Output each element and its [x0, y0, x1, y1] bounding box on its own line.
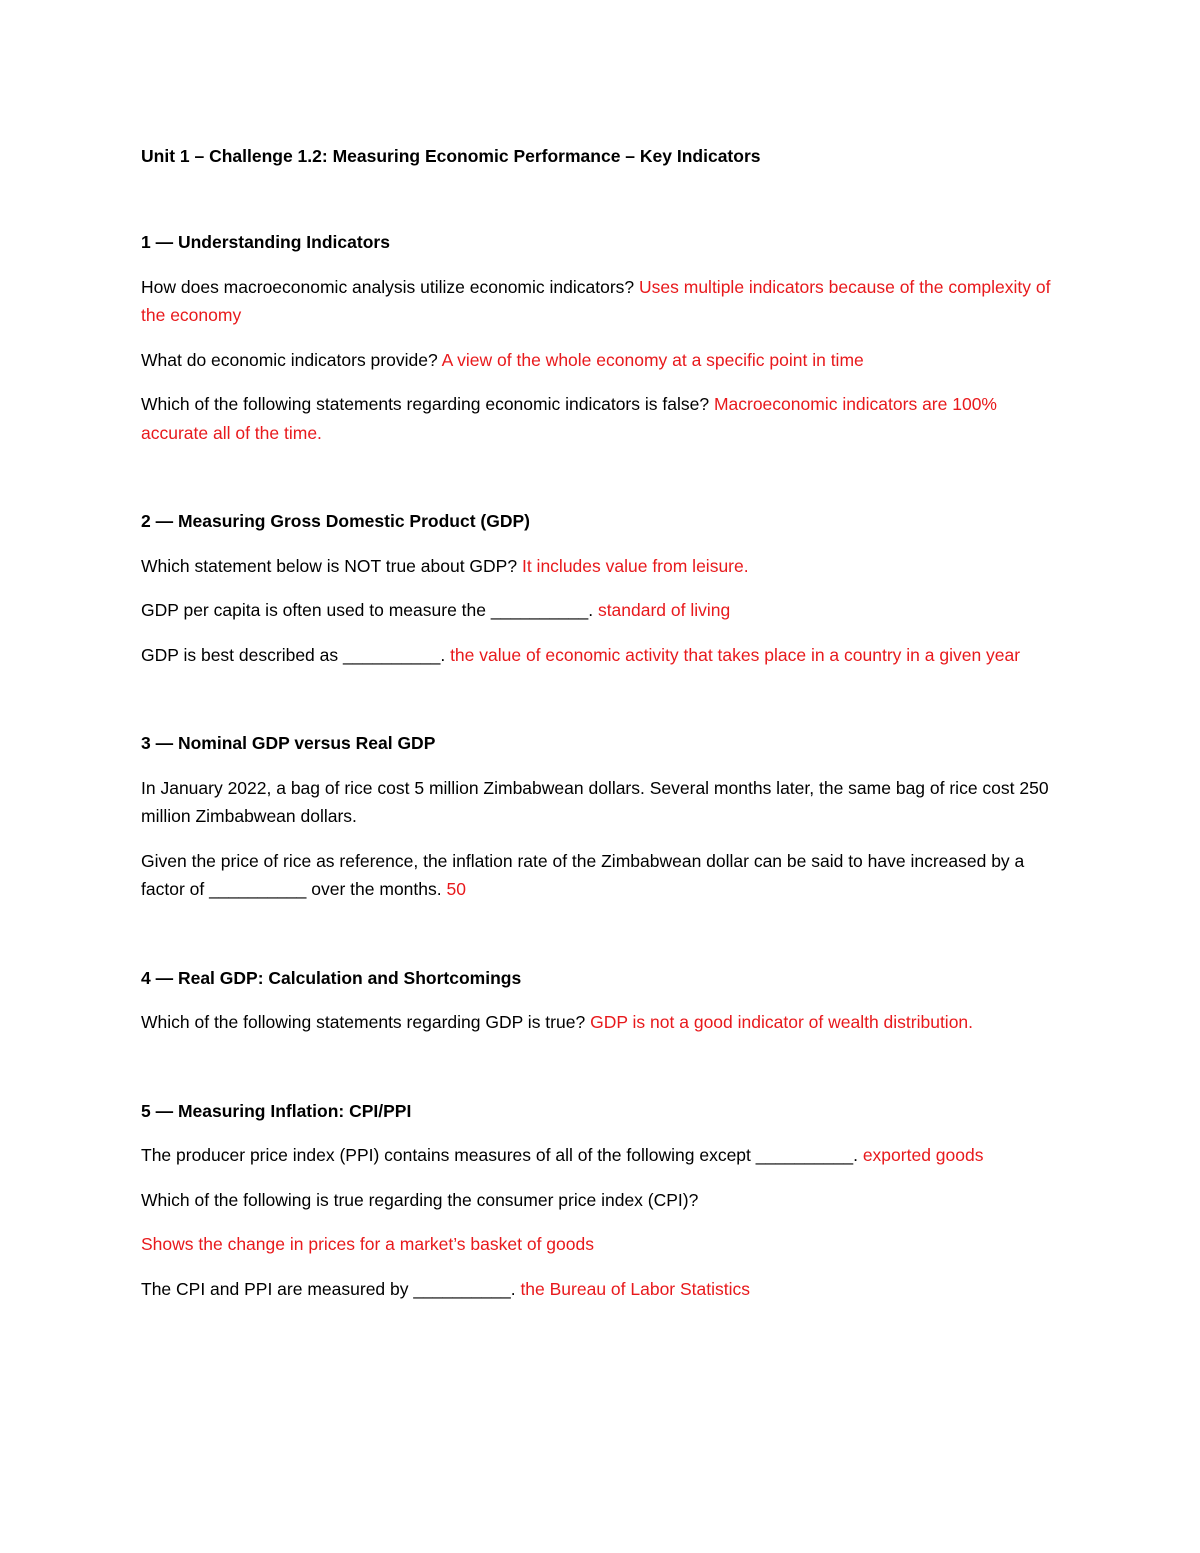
- answer-text: Uses multiple indicators because of the complexity of the economy: [141, 276, 1051, 325]
- section-measuring-gdp: [141, 507, 1061, 669]
- question-text: Which of the following statements regarding GDP is true?: [141, 1012, 586, 1032]
- section-understanding-indicators: [141, 228, 1061, 447]
- section-real-gdp-shortcomings: [141, 964, 1061, 1037]
- question-text: GDP per capita is often used to measure the __________.: [141, 600, 594, 620]
- question-answer: [141, 552, 1061, 581]
- question-answer: [141, 390, 1061, 447]
- answer-line: [141, 1230, 1061, 1259]
- question-text: The CPI and PPI are measured by __________.: [141, 1278, 516, 1299]
- answer-text: A view of the whole economy at a specific point in time: [441, 349, 864, 370]
- section-heading: 3 — Nominal GDP versus Real GDP: [141, 733, 436, 753]
- answer-text: Macroeconomic indicators are 100% accurate all of the time.: [141, 394, 997, 443]
- section-measuring-inflation: [141, 1097, 1061, 1304]
- question-answer: [141, 641, 1061, 670]
- question-text: Which of the following statements regarding economic indicators is false?: [141, 394, 710, 414]
- question-answer: [141, 1008, 1061, 1037]
- answer-text: the value of economic activity that takes place in a country in a given year: [450, 644, 1021, 665]
- question-text: In January 2022, a bag of rice cost 5 million Zimbabwean dollars. Several months later, the same bag of rice cost 250 million Zimbabwean dollars.: [141, 777, 1049, 826]
- section-heading: 1 — Understanding Indicators: [141, 232, 390, 252]
- section-nominal-vs-real-gdp: [141, 729, 1061, 904]
- section-heading: 2 — Measuring Gross Domestic Product (GDP): [141, 511, 530, 531]
- answer-text: Shows the change in prices for a market’s basket of goods: [141, 1234, 594, 1254]
- question-answer: [141, 1275, 1061, 1304]
- answer-text: the Bureau of Labor Statistics: [520, 1278, 751, 1299]
- question-text: The producer price index (PPI) contains measures of all of the following except __________.: [141, 1145, 858, 1165]
- question-text: Which of the following is true regarding the consumer price index (CPI)?: [141, 1189, 699, 1210]
- question-answer: [141, 346, 1061, 375]
- question-answer: [141, 1141, 1061, 1170]
- answer-text: standard of living: [597, 600, 731, 620]
- section-heading: 4 — Real GDP: Calculation and Shortcomings: [141, 967, 522, 988]
- question-answer: [141, 847, 1061, 904]
- answer-text: GDP is not a good indicator of wealth distribution.: [590, 1012, 974, 1032]
- question-text: How does macroeconomic analysis utilize economic indicators?: [141, 276, 635, 297]
- answer-text: 50: [446, 879, 466, 899]
- document-body: [141, 142, 1061, 1303]
- question-text: What do economic indicators provide?: [141, 349, 438, 370]
- section-heading: 5 — Measuring Inflation: CPI/PPI: [141, 1100, 412, 1121]
- question-text-block: [141, 774, 1061, 831]
- question-text-block: [141, 1186, 1061, 1215]
- question-text: Which statement below is NOT true about GDP?: [141, 555, 518, 576]
- question-answer: [141, 273, 1061, 330]
- document-title: Unit 1 – Challenge 1.2: Measuring Economic Performance – Key Indicators: [141, 146, 761, 166]
- question-answer: [141, 596, 1061, 625]
- question-text: GDP is best described as __________.: [141, 644, 446, 665]
- question-text: Given the price of rice as reference, the inflation rate of the Zimbabwean dollar can be said to have increased by a factor of __________ over the months.: [141, 850, 1025, 899]
- answer-text: It includes value from leisure.: [521, 555, 749, 576]
- answer-text: exported goods: [862, 1145, 984, 1165]
